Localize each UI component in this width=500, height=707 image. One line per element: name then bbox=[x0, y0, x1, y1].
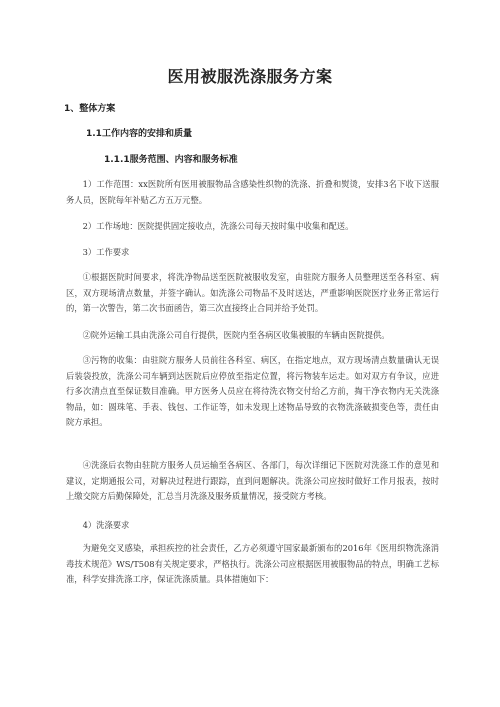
document-title: 医用被服洗涤服务方案 bbox=[167, 67, 333, 86]
paragraph-work-site: 2）工作场地：医院提供固定接收点，洗涤公司每天按时集中收集和配送。 bbox=[82, 221, 354, 231]
paragraph-requirement-3: ③污物的收集：由驻院方服务人员前往各科室、病区，在指定地点，双方现场清点数量确认无误后装袋投放，洗涤公司车辆到达医院后应停放至指定位置，将污物装车运走。如对双方有争议，应进行多次清点直至保证数目准确。甲方医务人员应在将待洗衣物交付给乙方前，掏干净衣物内无关洗涤物品，如：圆珠笔、手表、钱包、工作证等，如未发现上述物品导致的衣物洗涤破损变色等，责任由院方承担。 bbox=[66, 355, 439, 427]
paragraph-work-requirements: 3）工作要求 bbox=[82, 247, 130, 257]
paragraph-washing-requirements: 4）洗涤要求 bbox=[82, 520, 130, 530]
section-heading-1: 1、整体方案 bbox=[64, 104, 116, 114]
section-heading-1-1-1: 1.1.1服务范围、内容和服务标准 bbox=[104, 155, 238, 165]
paragraph-work-scope: 1）工作范围：xx医院所有医用被服物品含感染性织物的洗涤、折叠和熨烫，安排3名下收下送服务人员，医院每年补贴乙方五万元整。 bbox=[66, 179, 439, 205]
paragraph-washing-details: 为避免交叉感染，承担疾控的社会责任，乙方必须遵守国家最新颁布的2016年《医用织物洗涤消毒技术规范》WS/T508有关规定要求，严格执行。洗涤公司应根据医用被服物品的特点，明确工艺标准，科学安排洗涤工序，保证洗涤质量。具体措施如下： bbox=[66, 543, 439, 584]
section-heading-1-1: 1.1工作内容的安排和质量 bbox=[86, 129, 192, 139]
paragraph-requirement-1: ①根据医院时间要求，将洗净物品送至医院被服收发室，由驻院方服务人员整理送至各科室、病区，双方现场清点数量，并签字确认。如洗涤公司物品不及时送达，严重影响医院医疗业务正常运行的，第一次警告，第二次书面函告，第三次直接终止合同并给予处罚。 bbox=[66, 272, 439, 313]
paragraph-requirement-4: ④洗涤后衣物由驻院方服务人员运输至各病区、各部门，每次详细记下医院对洗涤工作的意见和建议，定期通报公司，对解决过程进行跟踪，直到问题解决。洗涤公司应按时做好工作月报表，按时上缴交院方后勤保障处，汇总当月洗涤及服务质量情况，接受院方考核。 bbox=[66, 460, 439, 501]
paragraph-requirement-2: ②院外运输工具由洗涤公司自行提供，医院内至各病区收集被服的车辆由医院提供。 bbox=[82, 330, 390, 340]
